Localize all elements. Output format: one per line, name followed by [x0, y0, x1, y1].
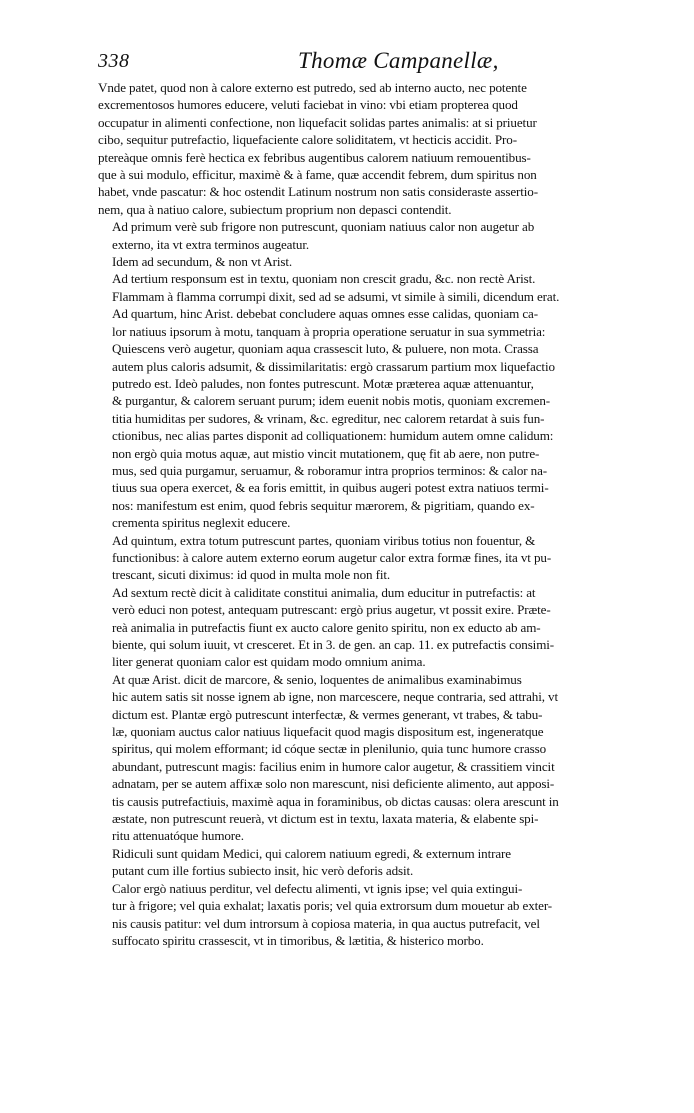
text-line: nem, qua à natiuo calore, subiectum proprium non depasci contendit. — [98, 201, 452, 217]
text-line: tiuus sua opera exercet, & ea foris emittit, in quibus augeri potest extra natiuos termi- — [112, 480, 549, 496]
text-line: nos: manifestum est enim, quod febris sequitur mærorem, & pigritiam, quando ex- — [112, 497, 535, 513]
text-line: habet, vnde pascatur: & hoc ostendit Latinum nostrum non satis consideraste assertio- — [98, 184, 538, 200]
text-line: Ridiculi sunt quidam Medici, qui calorem natiuum egredi, & externum intrare — [112, 845, 511, 861]
paragraph — [98, 880, 668, 950]
text-line: Ad primum verè sub frigore non putrescunt, quoniam natiuus calor non augetur ab — [112, 219, 535, 235]
text-line: occupatur in alimenti confectione, non liquefacit solidas partes animalis: at si priuetur — [98, 114, 537, 130]
text-line: cibo, sequitur putrefactio, liquefaciente calore soliditatem, vt hecticis accidit. Pro- — [98, 132, 517, 148]
text-line: suffocato spiritu crassescit, vt in timoribus, & lætitia, & histerico morbo. — [112, 932, 484, 948]
text-line: abundant, putrescunt magis: facilius enim in humore calor augetur, & crassitiem vincit — [112, 758, 555, 774]
text-line: biente, qui solum iuuit, vt cresceret. Et in 3. de gen. an cap. 11. ex putrefactis consimi- — [112, 637, 555, 652]
text-line: Ad quartum, hinc Arist. debebat concludere aquas omnes esse calidas, quoniam ca- — [112, 306, 538, 322]
text-line: læ, quoniam auctus calor natiuus liquefacit quod magis dispositum est, ingeneratque — [112, 724, 544, 740]
paragraph — [98, 79, 668, 218]
text-line: adnatam, per se autem affixæ solo non marescunt, nisi deficiente alimento, aut apposi- — [112, 776, 555, 792]
text-line: æstate, non putrescunt reuerà, vt dictum est in textu, laxata materia, & elabente spi- — [112, 811, 539, 827]
text-line: mus, sed quia purgamur, seruamur, & roboramur intra proprios terminos: & calor na- — [112, 462, 548, 478]
page-number: 338 — [98, 50, 130, 72]
running-head: Thomæ Campanellæ, — [298, 48, 499, 73]
text-line: que à sui modulo, efficitur, maximè & à fame, quæ accendit febrem, dum spiritus non — [98, 167, 537, 183]
paragraph — [98, 671, 668, 845]
text-line: non ergò quia motus aquæ, aut mistio vincit mutationem, quę fit ab aere, non putre- — [112, 445, 540, 461]
text-line: Flammam à flamma corrumpi dixit, sed ad se adsumi, vt simile à simili, dicendum erat. — [112, 288, 560, 304]
text-line: autem plus caloris adsumit, & dissimilaritatis: ergò crassarum partium mox liquefactio — [112, 358, 555, 374]
text-line: crementa spiritus neglexit educere. — [112, 515, 291, 531]
text-line: titia humiditas per sudores, & vrinam, &c. egreditur, nec calorem retardat à suis fun- — [112, 410, 545, 426]
text-line: liter generat quoniam calor est quidam modo omnium anima. — [112, 654, 426, 670]
paragraph — [98, 218, 668, 253]
text-line: trescant, sicuti diximus: id quod in multa mole non fit. — [112, 567, 391, 583]
text-line: putant cum ille fortius subiecto insit, hic verò deforis adsit. — [112, 863, 414, 879]
text-line: tis causis putrefactiuis, maximè aqua in foraminibus, ob dictas causas: olera arescunt in — [112, 793, 559, 809]
page-header — [98, 50, 668, 78]
text-line: Vnde patet, quod non à calore externo est putredo, sed ab interno aucto, nec potente — [98, 80, 527, 95]
text-line: reà animalia in putrefactis fiunt ex aucto calore genito spiritu, non ex educto ab am- — [112, 619, 541, 635]
text-line: & purgantur, & calorem seruant purum; idem euenit nobis motis, quoniam excremen- — [112, 393, 550, 409]
paragraph — [98, 532, 668, 584]
text-line: dictum est. Plantæ ergò putrescunt interfectæ, & vermes generant, vt trabes, & tabu- — [112, 706, 543, 722]
text-line: hic autem satis sit nosse ignem ab igne, non marcescere, neque contraria, sed attrahi, vt — [112, 689, 558, 705]
paragraph — [98, 845, 668, 880]
text-line: Idem ad secundum, & non vt Arist. — [112, 254, 293, 270]
text-line: Ad quintum, extra totum putrescunt partes, quoniam viribus totius non fouentur, & — [112, 532, 536, 548]
text-line: Ad tertium responsum est in textu, quoniam non crescit gradu, &c. non rectè Arist. — [112, 271, 536, 287]
paragraph — [98, 270, 668, 305]
text-line: externo, ita vt extra terminos augeatur. — [112, 236, 309, 252]
text-line: Quiescens verò augetur, quoniam aqua crassescit luto, & puluere, non mota. Crassa — [112, 341, 539, 357]
text-line: nis causis patitur: vel dum introrsum à copiosa materia, in qua auctus putrefacit, vel — [112, 915, 540, 931]
body-text — [98, 79, 668, 949]
text-line: Calor ergò natiuus perditur, vel defectu alimenti, vt ignis ipse; vel quia extingui- — [112, 880, 523, 896]
text-line: tur à frigore; vel quia exhalat; laxatis poris; vel quia extrorsum dum mouetur ab exter- — [112, 898, 553, 914]
text-line: verò educi non potest, antequam putrescant: ergò prius augetur, vt possit exire. Præte- — [112, 602, 551, 618]
text-line: ritu attenuatóque humore. — [112, 828, 244, 844]
text-line: Ad sextum rectè dicit à caliditate constitui animalia, dum educitur in putrefactis: at — [112, 584, 536, 600]
text-line: lor natiuus ipsorum à motu, tanquam à propria operatione seruatur in sua symmetria: — [112, 323, 546, 339]
paragraph — [98, 253, 668, 270]
text-line: spiritus, qui molem efformant; id cóque sectæ in plenilunio, quia tunc humore crasso — [112, 741, 547, 757]
text-line: putredo est. Ideò paludes, non fontes putrescunt. Motæ præterea aquæ attenuantur, — [112, 375, 534, 391]
text-line: ptereàque omnis ferè hectica ex febribus augentibus calorem natiuum remouentibus- — [98, 149, 531, 165]
text-line: excrementosos humores educere, veluti faciebat in vino: vbi etiam propterea quod — [98, 97, 518, 113]
paragraph — [98, 584, 668, 671]
paragraph — [98, 305, 668, 531]
text-line: functionibus: à calore autem externo eorum augetur calor extra formæ fines, ita vt pu- — [112, 549, 552, 565]
text-line: At quæ Arist. dicit de marcore, & senio, loquentes de animalibus examinabimus — [112, 671, 522, 687]
text-line: ctionibus, nec alias partes disponit ad colliquationem: humidum autem omne calidum: — [112, 428, 554, 444]
